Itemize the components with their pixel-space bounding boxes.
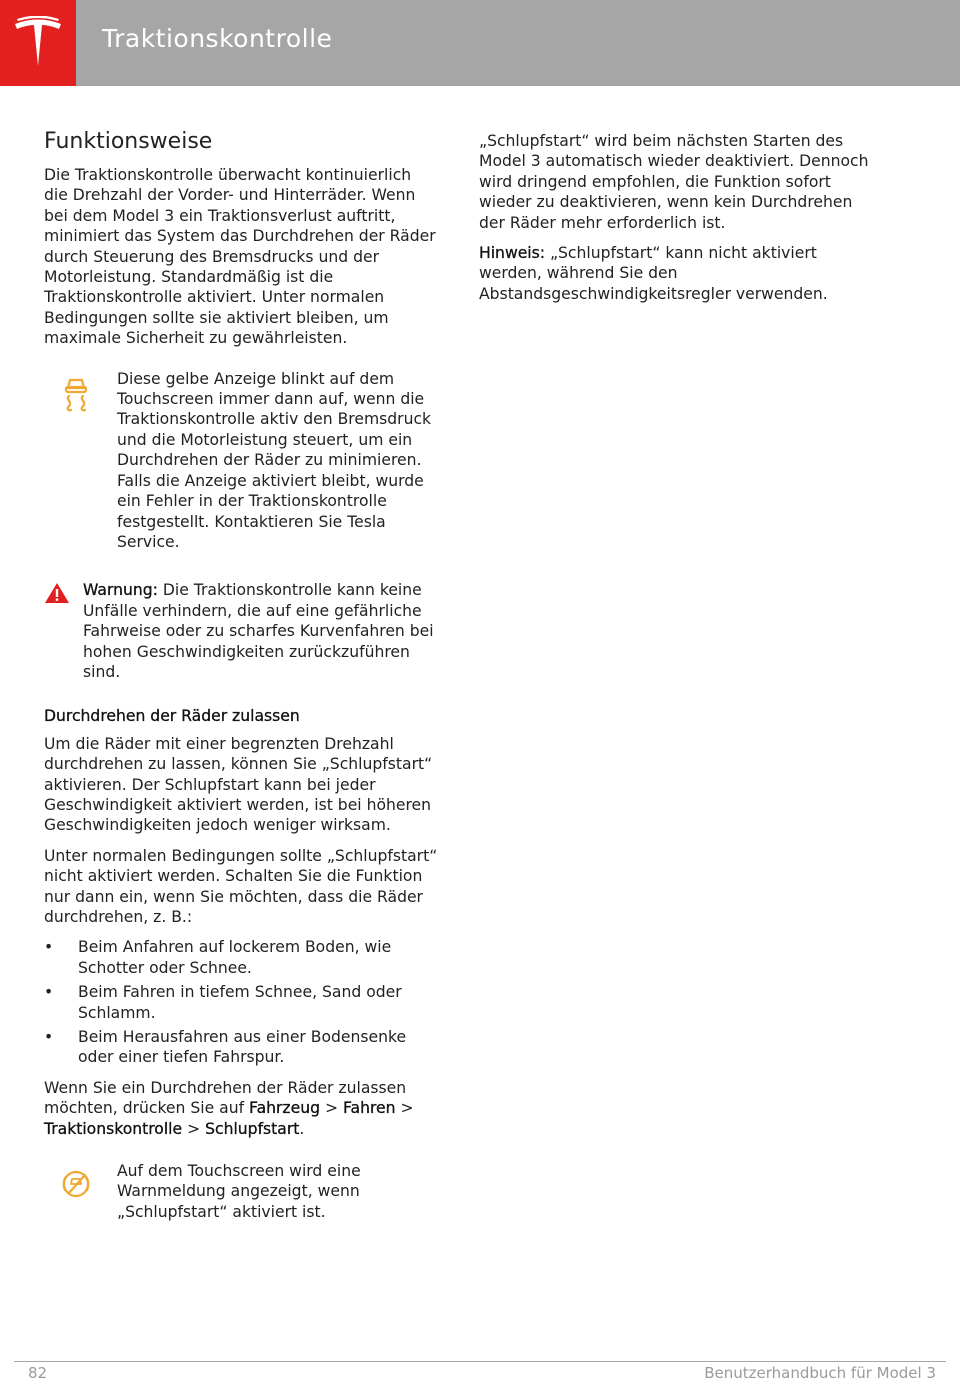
list-item: • Beim Anfahren auf lockerem Boden, wie Schotter oder Schnee. [44,937,439,978]
traction-indicator-note [44,369,439,553]
slip-paragraph-1: Um die Räder mit einer begrenzten Drehzahl durchdrehen zu lassen, können Sie „Schlupfstart“ aktivieren. Der Schlupfstart kann bei jeder Geschwindigkeit aktiviert werden, ist bei höheren Geschwindigkeiten jedoch weniger wirksam. [44,734,433,835]
menu-path-paragraph [44,1078,439,1139]
menu-path-intro: Wenn Sie ein Durchdrehen der Räder zulassen möchten, drücken Sie auf [44,1078,407,1118]
hint-paragraph [479,243,879,304]
menu-path-separator: > [395,1099,414,1118]
menu-path-separator: > [320,1099,343,1118]
indicator-note-text: Diese gelbe Anzeige blinkt auf dem Touchscreen immer dann auf, wenn die Traktionskontrolle aktiv den Bremsdruck und die Motorleistung steuert, um ein Durchdrehen der Räder zu minimieren. Falls die Anzeige aktiviert bleibt, wurde ein Fehler in der Traktionskontrolle festgestellt. Kontaktieren Sie Tesla Service. [117,369,432,551]
page-header [0,0,960,86]
warning-callout [44,580,439,682]
page-title: Traktionskontrolle [102,24,333,53]
left-column [44,128,439,1250]
reset-paragraph: „Schlupfstart“ wird beim nächsten Starten des Model 3 automatisch wieder deaktiviert. Dennoch wird dringend empfohlen, die Funktion sofort wieder zu deaktivieren, wenn kein Durchdrehen der Räder mehr erforderlich ist. [479,132,869,232]
hint-text: „Schlupfstart“ kann nicht aktiviert werden, während Sie den Abstandsgeschwindigkeitsregler verwenden. [479,244,828,303]
traction-control-icon [60,376,92,412]
menu-path-end: . [299,1119,305,1138]
warning-label: Warnung: [83,581,158,600]
menu-path-vehicle: Fahrzeug [249,1099,320,1118]
menu-path-traction: Traktionskontrolle [44,1119,183,1138]
slip-paragraph-2: Unter normalen Bedingungen sollte „Schlupfstart“ nicht aktiviert werden. Schalten Sie die Funktion nur dann ein, wenn Sie möchten, dass die Räder durchdrehen, z. B.: [44,846,438,926]
intro-paragraph: Die Traktionskontrolle überwacht kontinuierlich die Drehzahl der Vorder- und Hinterräder. Wenn bei dem Model 3 ein Traktionsverlust auftritt, minimiert das System das Durchdrehen der Räder durch Steuerung des Bremsdrucks und der Motorleistung. Standardmäßig ist die Traktionskontrolle aktiviert. Unter normalen Bedingungen sollte sie aktiviert bleiben, um maximale Sicherheit zu gewährleisten. [44,166,436,348]
warning-triangle-icon [44,582,70,604]
footer-divider [14,1361,946,1362]
warning-text: Die Traktionskontrolle kann keine Unfälle verhindern, die auf eine gefährliche Fahrweise oder zu scharfes Kurvenfahren bei hohen Geschwindigkeiten zurückzuführen sind. [83,581,434,681]
subsection-heading: Durchdrehen der Räder zulassen [44,707,300,726]
traction-off-icon [60,1168,92,1200]
slip-note-text: Auf dem Touchscreen wird eine Warnmeldung angezeigt, wenn „Schlupfstart“ aktiviert ist. [117,1162,361,1221]
brand-logo-box [0,0,76,86]
menu-path-driving: Fahren [342,1099,396,1118]
tesla-logo [13,16,63,70]
list-item: • Beim Fahren in tiefem Schnee, Sand oder Schlamm. [44,982,439,1023]
conditions-list [44,937,439,1067]
manual-title: Benutzerhandbuch für Model 3 [704,1364,936,1382]
menu-path-slipstart: Schlupfstart [205,1119,300,1138]
page-number: 82 [28,1364,48,1382]
hint-label: Hinweis: [479,244,545,263]
list-item: • Beim Herausfahren aus einer Bodensenke oder einer tiefen Fahrspur. [44,1027,439,1068]
menu-path-separator: > [182,1119,206,1138]
section-heading: Funktionsweise [44,129,213,154]
slip-start-note [44,1161,439,1222]
right-column [479,131,879,314]
